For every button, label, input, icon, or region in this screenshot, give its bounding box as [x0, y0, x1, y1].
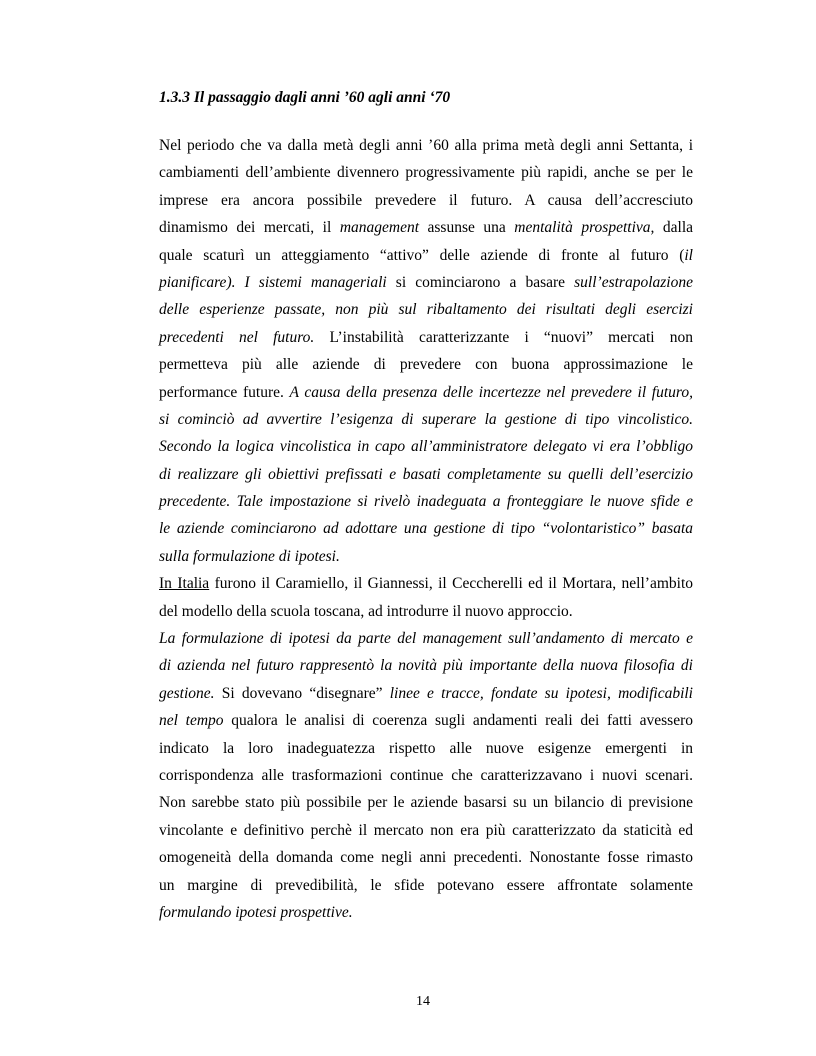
text-line	[159, 680, 693, 707]
italic-text: le aziende cominciarono ad adottare una gestione di tipo “volontaristico” basata	[159, 520, 693, 538]
text-run: si cominciarono a basare	[386, 273, 575, 291]
italic-text: si cominciò ad avvertire l’esigenza di superare la gestione di tipo vincolistico.	[159, 410, 693, 428]
italic-text: precedenti nel futuro.	[159, 328, 315, 346]
text-run: assunse una	[419, 219, 515, 237]
text-line	[159, 735, 693, 762]
text-run: qualora le analisi di coerenza sugli andamenti reali dei fatti avessero	[223, 712, 693, 730]
text-run: Si dovevano “disegnare”	[214, 684, 390, 702]
italic-text: linee e tracce, fondate su ipotesi, modificabili	[389, 684, 693, 702]
italic-text: sulla formulazione di ipotesi.	[159, 547, 340, 565]
text-line	[159, 652, 693, 679]
section-heading: 1.3.3 Il passaggio dagli anni ’60 agli anni ‘70	[159, 89, 451, 106]
text-run: Nel periodo che va dalla metà degli anni ’60 alla prima metà degli anni Settanta, i	[159, 137, 693, 154]
text-line	[159, 570, 693, 597]
italic-text: di realizzare gli obiettivi prefissati e basati completamente su quelli dell’esercizio	[159, 465, 693, 483]
text-line	[159, 625, 693, 652]
text-line	[159, 515, 693, 542]
text-run: performance future.	[159, 383, 290, 401]
text-run: quale scaturì un atteggiamento “attivo” delle aziende di fronte al futuro (	[159, 246, 685, 264]
text-line	[159, 762, 693, 789]
text-run: dalla	[654, 219, 694, 237]
text-line	[159, 406, 693, 433]
text-run: vincolante e definitivo perchè il mercato non era più caratterizzato da staticità ed	[159, 821, 693, 839]
text-line	[159, 379, 693, 406]
italic-text: A causa della presenza delle incertezze nel prevedere il futuro,	[289, 383, 693, 401]
italic-text: precedente. Tale impostazione si rivelò inadeguata a fronteggiare le nuove sfide e	[159, 493, 693, 511]
text-run: indicato la loro inadeguatezza rispetto alle nuove esigenze emergenti in	[159, 739, 693, 757]
text-run: omogeneità della domanda come negli anni precedenti. Nonostante fosse rimasto	[159, 849, 693, 867]
text-line	[159, 296, 693, 323]
italic-text: La formulazione di ipotesi da parte del management sull’andamento di mercato e	[159, 630, 693, 648]
italic-text: delle esperienze passate, non più sul ribaltamento dei risultati degli esercizi	[159, 301, 693, 319]
text-line	[159, 543, 693, 570]
italic-text: sull’estrapolazione	[574, 273, 693, 291]
text-line	[159, 433, 693, 460]
italic-text: di azienda nel futuro rappresentò la novità più importante della nuova filosofia di	[159, 657, 693, 675]
text-line	[159, 844, 693, 871]
text-line	[159, 242, 693, 269]
text-line	[159, 899, 693, 926]
page-number: 14	[416, 994, 430, 1009]
text-run: corrispondenza alle trasformazioni continue che caratterizzavano i nuovi scenari.	[159, 766, 693, 784]
text-line	[159, 214, 693, 241]
text-run: furono il Caramiello, il Giannessi, il Ceccherelli ed il Mortara, nell’ambito	[209, 575, 693, 593]
text-line	[159, 324, 693, 351]
text-line	[159, 159, 693, 186]
italic-text: gestione.	[159, 684, 215, 702]
text-line	[159, 187, 693, 214]
body-text	[159, 132, 693, 926]
text-run: dinamismo dei mercati, il	[159, 219, 340, 237]
text-line	[159, 817, 693, 844]
text-run: L’instabilità caratterizzante i “nuovi” mercati non	[314, 328, 694, 346]
text-line	[159, 872, 693, 899]
text-run: Non sarebbe stato più possibile per le aziende basarsi su un bilancio di previsione	[159, 794, 693, 812]
text-line	[159, 269, 693, 296]
italic-text: mentalità prospettiva,	[514, 219, 655, 237]
text-run: un margine di prevedibilità, le sfide potevano essere affrontate solamente	[159, 876, 693, 894]
italic-text: management	[339, 219, 420, 237]
italic-text: il	[684, 246, 693, 264]
text-line	[159, 488, 693, 515]
text-run: permetteva più alle aziende di prevedere con buona approssimazione le	[159, 356, 693, 374]
underlined-text: In Italia	[159, 575, 210, 593]
italic-text: formulando ipotesi prospettive.	[159, 903, 353, 921]
text-run: cambiamenti dell’ambiente divennero progressivamente più rapidi, anche se per le	[159, 164, 693, 182]
text-line	[159, 461, 693, 488]
text-line	[159, 132, 693, 159]
text-line	[159, 351, 693, 378]
text-run: del modello della scuola toscana, ad introdurre il nuovo approccio.	[159, 602, 573, 620]
text-line	[159, 598, 693, 625]
text-line	[159, 789, 693, 816]
text-run: imprese era ancora possibile prevedere il futuro. A causa dell’accresciuto	[159, 191, 693, 209]
italic-text: pianificare). I sistemi manageriali	[159, 273, 387, 291]
italic-text: nel tempo	[159, 712, 224, 730]
italic-text: Secondo la logica vincolistica in capo all’amministratore delegato vi era l’obbligo	[159, 438, 693, 456]
text-line	[159, 707, 693, 734]
